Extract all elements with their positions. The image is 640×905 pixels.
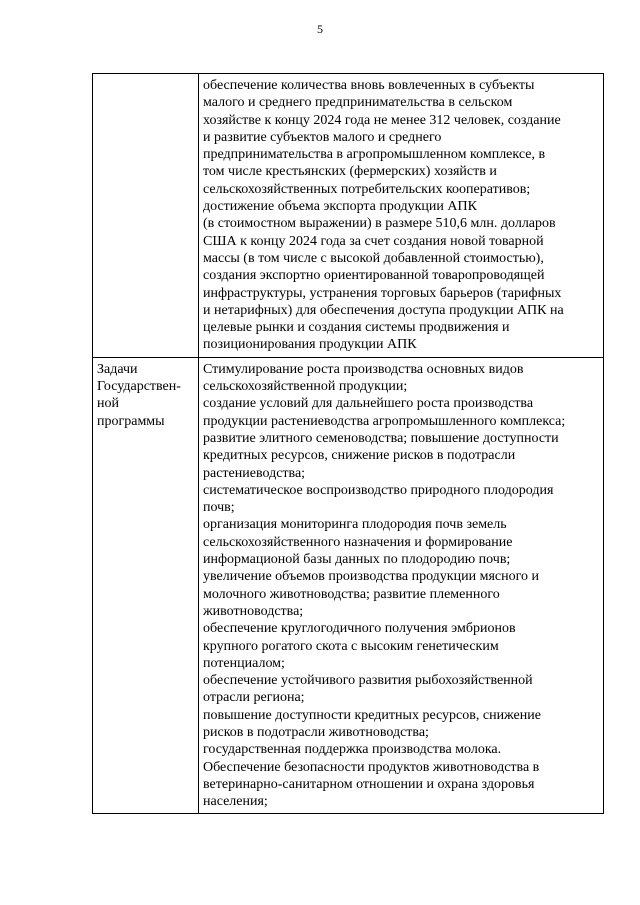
- text-line: растениеводства;: [203, 465, 306, 481]
- text-line: малого и среднего предпринимательства в сельском: [203, 95, 513, 111]
- table-row: [93, 74, 604, 358]
- text-line: крупного рогатого скота с высоким генетическим: [203, 638, 499, 654]
- text-line: информационой базы данных по плодородию почв;: [203, 552, 511, 568]
- text-line: отрасли региона;: [203, 690, 305, 706]
- text-line: Стимулирование роста производства основных видов: [203, 361, 524, 377]
- text-line: почв;: [203, 500, 235, 516]
- label-line: Задачи: [97, 361, 138, 377]
- text-line: массы (в том числе с высокой добавленной стоимостью),: [203, 250, 544, 266]
- text-line: повышение доступности кредитных ресурсов, снижение: [203, 707, 541, 723]
- text-line: целевые рынки и создания системы продвижения и: [203, 320, 510, 336]
- text-line: достижение объема экспорта продукции АПК: [203, 199, 477, 215]
- text-line: ветеринарно-санитарном отношении и охрана здоровья: [203, 776, 535, 792]
- row-content-cell: [199, 357, 604, 814]
- text-line: создание условий для дальнейшего роста производства: [203, 396, 534, 412]
- text-line: инфраструктуры, устранения торговых барьеров (тарифных: [203, 285, 562, 301]
- text-line: увеличение объемов производства продукции мясного и: [203, 569, 539, 585]
- label-line: программы: [97, 413, 165, 429]
- text-line: предпринимательства в агропромышленном комплексе, в: [203, 147, 546, 163]
- row-label-cell: [93, 357, 199, 814]
- text-line: и нетарифных) для обеспечения доступа продукции АПК на: [203, 302, 564, 318]
- text-line: кредитных ресурсов, снижение рисков в подотрасли: [203, 448, 516, 464]
- text-line: и развитие субъектов малого и среднего: [203, 129, 442, 145]
- text-line: продукции растениеводства агропромышленного комплекса;: [203, 413, 566, 429]
- text-line: хозяйстве к концу 2024 года не менее 312 человек, создание: [203, 112, 561, 128]
- label-line: Государствен-: [97, 379, 181, 395]
- text-line: систематическое воспроизводство природного плодородия: [203, 482, 554, 498]
- table-row: [93, 357, 604, 814]
- text-line: том числе крестьянских (фермерских) хозяйств и: [203, 164, 497, 180]
- row-label-cell: [93, 74, 199, 358]
- text-line: развитие элитного семеноводства; повышение доступности: [203, 430, 559, 446]
- text-line: обеспечение круглогодичного получения эмбрионов: [203, 621, 516, 637]
- text-line: рисков в подотрасли животноводства;: [203, 724, 429, 740]
- text-line: молочного животноводства; развитие племенного: [203, 586, 500, 602]
- text-line: (в стоимостном выражении) в размере 510,6 млн. долларов: [203, 216, 556, 232]
- text-line: сельскохозяйственного назначения и формирование: [203, 534, 513, 550]
- text-line: сельскохозяйственной продукции;: [203, 379, 408, 395]
- text-line: Обеспечение безопасности продуктов животноводства в: [203, 759, 540, 775]
- text-line: создания экспортно ориентированной товаропроводящей: [203, 268, 545, 284]
- text-line: сельскохозяйственных потребительских кооперативов;: [203, 181, 531, 197]
- text-line: потенциалом;: [203, 655, 285, 671]
- label-line: ной: [97, 396, 119, 412]
- text-line: позиционирования продукции АПК: [203, 337, 417, 353]
- page-number: 5: [317, 22, 323, 36]
- text-line: населения;: [203, 794, 268, 810]
- row-content-cell: [199, 74, 604, 358]
- text-line: организация мониторинга плодородия почв земель: [203, 517, 507, 533]
- text-line: США к концу 2024 года за счет создания новой товарной: [203, 233, 544, 249]
- text-line: государственная поддержка производства молока.: [203, 742, 502, 758]
- text-line: обеспечение устойчивого развития рыбохозяйственной: [203, 673, 533, 689]
- text-line: животноводства;: [203, 603, 304, 619]
- program-table: [92, 73, 604, 814]
- text-line: обеспечение количества вновь вовлеченных в субъекты: [203, 78, 535, 93]
